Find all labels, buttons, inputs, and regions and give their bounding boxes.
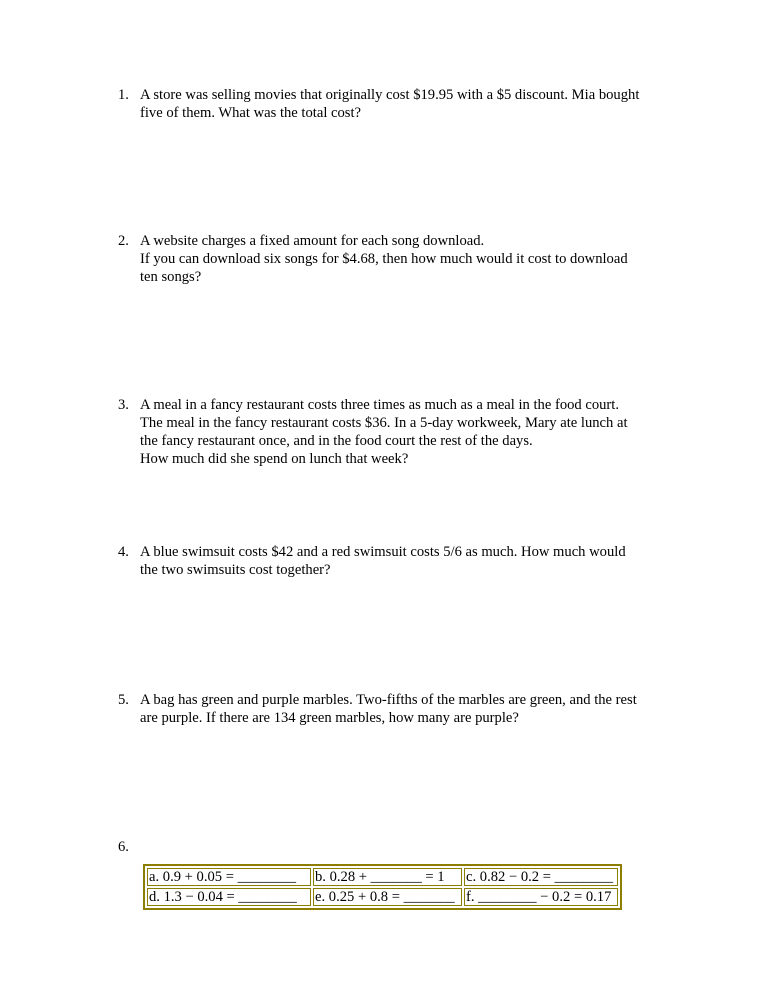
- table-cell: a. 0.9 + 0.05 = ________: [147, 868, 311, 886]
- question-text: [140, 691, 698, 727]
- question-number: 6.: [118, 839, 129, 855]
- question-line: five of them. What was the total cost?: [140, 105, 362, 121]
- question-line: A blue swimsuit costs $42 and a red swimsuit costs 5/6 as much. How much would: [140, 544, 626, 560]
- question-line: A bag has green and purple marbles. Two-fifths of the marbles are green, and the rest: [140, 692, 637, 708]
- table-row: [147, 888, 618, 906]
- decimal-drill-table: [143, 864, 622, 910]
- question-4: [118, 543, 698, 579]
- question-2: [118, 232, 698, 286]
- question-1: [118, 86, 698, 122]
- question-5: [118, 691, 698, 727]
- question-line: A meal in a fancy restaurant costs three times as much as a meal in the food court.: [140, 397, 619, 413]
- question-text: [140, 543, 698, 579]
- question-line: If you can download six songs for $4.68, then how much would it cost to download: [140, 251, 628, 267]
- question-line: A website charges a fixed amount for each song download.: [140, 233, 485, 249]
- question-number: 5.: [118, 692, 129, 708]
- question-line: the two swimsuits cost together?: [140, 562, 331, 578]
- question-line: A store was selling movies that originally cost $19.95 with a $5 discount. Mia bought: [140, 87, 640, 103]
- question-line: The meal in the fancy restaurant costs $36. In a 5-day workweek, Mary ate lunch at: [140, 415, 628, 431]
- question-number: 4.: [118, 544, 129, 560]
- table-cell: f. ________ − 0.2 = 0.17: [464, 888, 618, 906]
- table-cell: d. 1.3 − 0.04 = ________: [147, 888, 311, 906]
- question-number: 1.: [118, 87, 129, 103]
- table-cell: c. 0.82 − 0.2 = ________: [464, 868, 618, 886]
- question-text: [140, 396, 698, 468]
- question-line: the fancy restaurant once, and in the food court the rest of the days.: [140, 433, 533, 449]
- question-line: are purple. If there are 134 green marbles, how many are purple?: [140, 710, 519, 726]
- table-cell: e. 0.25 + 0.8 = _______: [313, 888, 462, 906]
- question-3: [118, 396, 698, 468]
- question-line: How much did she spend on lunch that week?: [140, 451, 409, 467]
- table-cell: b. 0.28 + _______ = 1: [313, 868, 462, 886]
- question-line: ten songs?: [140, 269, 202, 285]
- table-row: [147, 868, 618, 886]
- question-number: 3.: [118, 397, 129, 413]
- question-text: [140, 232, 698, 286]
- question-number: 2.: [118, 233, 129, 249]
- question-text: [140, 86, 698, 122]
